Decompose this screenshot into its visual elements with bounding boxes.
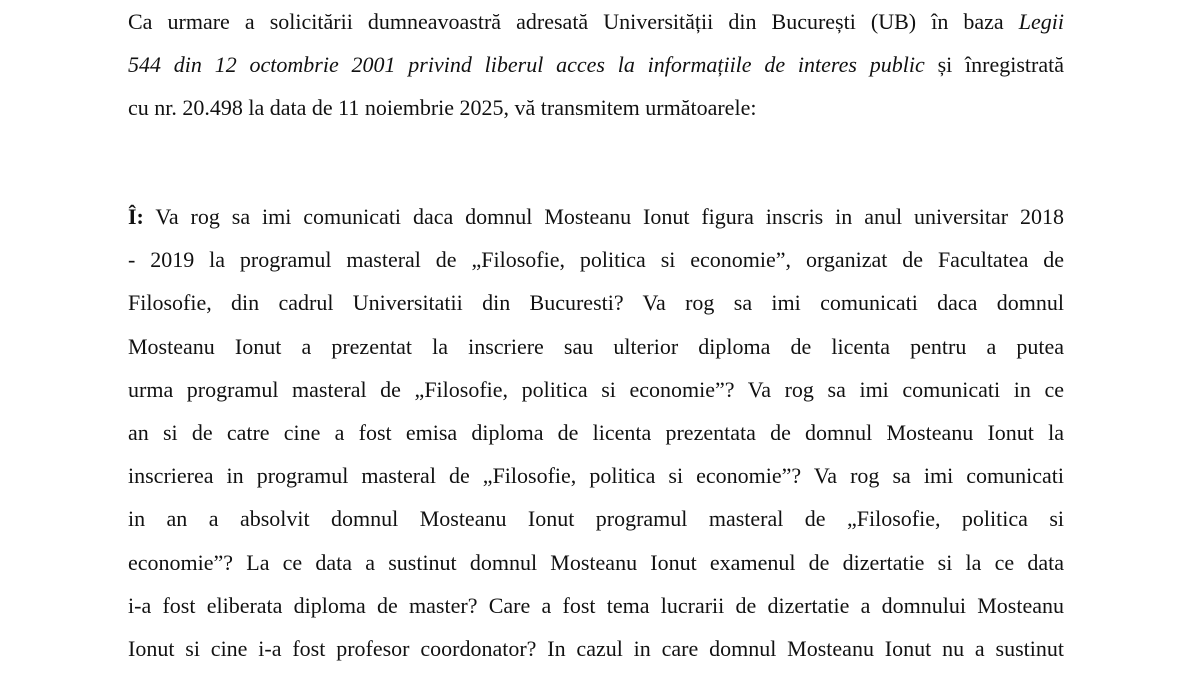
intro-line-1-text: Ca urmare a solicitării dumneavoastră adresată Universității din București (UB) în baza <box>128 9 1019 34</box>
intro-line-2-text: și înregistrată <box>924 52 1064 78</box>
question-line-5: urma programul masteral de „Filosofie, politica si economie”? Va rog sa imi comunicati in ce <box>128 376 1064 402</box>
intro-line-3: cu nr. 20.498 la data de 11 noiembrie 2025, vă transmitem următoarele: <box>128 95 757 121</box>
law-reference-title: 544 din 12 octombrie 2001 privind liberul acces la informațiile de interes public <box>128 52 925 78</box>
question-label: Î: <box>128 204 144 229</box>
question-line-6: an si de catre cine a fost emisa diploma de licenta prezentata de domnul Mosteanu Ionut la <box>128 420 1064 446</box>
question-line-11: Ionut si cine i-a fost profesor coordonator? In cazul in care domnul Mosteanu Ionut nu a sustinut <box>128 636 1064 662</box>
intro-line-2 <box>128 43 1064 86</box>
intro-paragraph <box>128 0 1064 130</box>
question-line-3: Filosofie, din cadrul Universitatii din Bucuresti? Va rog sa imi comunicati daca domnul <box>128 290 1064 316</box>
question-line-8: in an a absolvit domnul Mosteanu Ionut programul masteral de „Filosofie, politica si <box>128 506 1064 532</box>
question-line-1-text: Va rog sa imi comunicati daca domnul Mosteanu Ionut figura inscris in anul universitar 2018 <box>143 204 1064 229</box>
law-reference-start: Legii <box>1018 9 1064 34</box>
question-line-1 <box>128 195 1064 238</box>
question-line-2: - 2019 la programul masteral de „Filosofie, politica si economie”, organizat de Facultatea de <box>128 247 1064 273</box>
intro-line-1 <box>128 0 1064 43</box>
question-line-9: economie”? La ce data a sustinut domnul Mosteanu Ionut examenul de dizertatie si la ce data <box>128 549 1064 575</box>
question-line-4: Mosteanu Ionut a prezentat la inscriere sau ulterior diploma de licenta pentru a putea <box>128 333 1064 359</box>
question-line-10: i-a fost eliberata diploma de master? Care a fost tema lucrarii de dizertatie a domnului Mosteanu <box>128 592 1064 618</box>
question-paragraph <box>128 195 1064 670</box>
question-line-7: inscrierea in programul masteral de „Filosofie, politica si economie”? Va rog sa imi comunicati <box>128 463 1064 489</box>
